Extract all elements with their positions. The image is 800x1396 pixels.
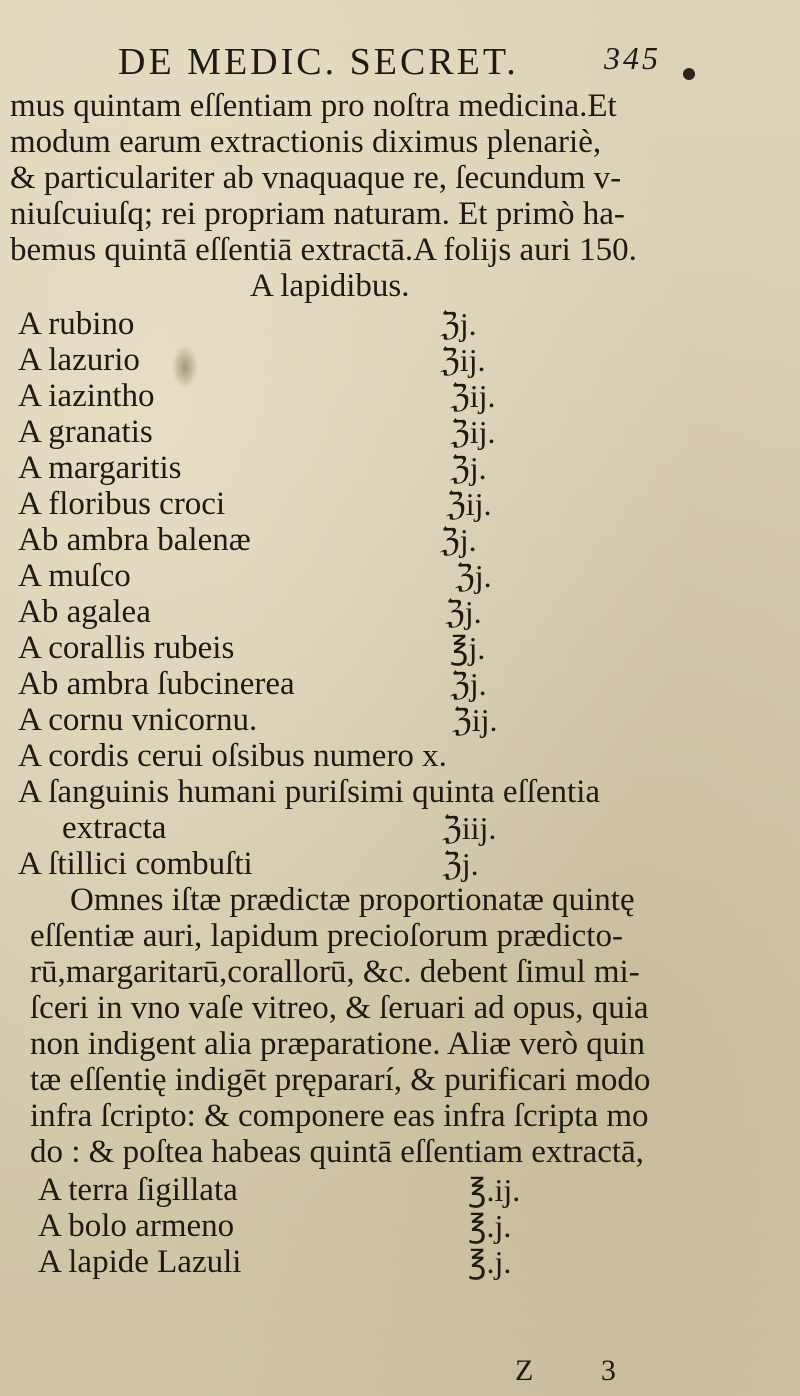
page-number: 345 xyxy=(604,40,661,76)
ingredient-name: A granatis xyxy=(18,414,153,450)
ingredient-quantity: ℨj. xyxy=(450,666,487,702)
text-line: do : & poſtea habeas quintā eſſentiam extractā, xyxy=(30,1134,644,1170)
ingredient-quantity: ℨij. xyxy=(450,378,496,414)
ingredient-quantity: ℥.j. xyxy=(468,1208,512,1244)
ingredient-name: A lapide Lazuli xyxy=(38,1244,242,1280)
text-line: Omnes iſtæ prædictæ proportionatæ quintę xyxy=(70,882,635,918)
text-line: modum earum extractionis diximus plenariè, xyxy=(10,124,602,160)
ingredient-quantity: ℨj. xyxy=(455,558,492,594)
ingredient-name: A corallis rubeis xyxy=(18,630,235,666)
ingredient-name: A floribus croci xyxy=(18,486,226,522)
text-line: mus quintam eſſentiam pro noſtra medicina.Et xyxy=(10,88,617,124)
ingredient-name: A ſtillici combuſti xyxy=(18,846,253,882)
ingredient-name: Ab agalea xyxy=(18,594,151,630)
text-line: ſceri in vno vaſe vitreo, & ſeruari ad opus, quia xyxy=(30,990,649,1026)
ingredient-name-continued: extracta xyxy=(62,810,167,846)
text-line: tæ eſſentię indigēt prępararí, & purificari modo xyxy=(30,1062,651,1098)
ingredient-quantity: ℨj. xyxy=(442,846,479,882)
ingredient-quantity: ℥.ij. xyxy=(468,1172,521,1208)
ingredient-quantity: ℨj. xyxy=(450,450,487,486)
ingredient-name: A bolo armeno xyxy=(38,1208,235,1244)
ingredient-quantity: ℨij. xyxy=(452,702,498,738)
ingredient-name: A margaritis xyxy=(18,450,182,486)
ingredient-quantity: ℨij. xyxy=(440,342,486,378)
ingredient-quantity: ℨj. xyxy=(440,306,477,342)
ingredient-name: A cordis cerui oſsibus numero x. xyxy=(18,738,447,774)
text-line: & particulariter ab vnaquaque re, ſecundum v- xyxy=(10,160,622,196)
text-line: bemus quintā eſſentiā extractā.A folijs auri 150. xyxy=(10,232,637,268)
ingredient-name: Ab ambra balenæ xyxy=(18,522,251,558)
ingredient-name: A lazurio xyxy=(18,342,140,378)
text-line: infra ſcripto: & componere eas infra ſcripta mo xyxy=(30,1098,649,1134)
ink-stain xyxy=(172,345,198,389)
ingredient-name: A terra ſigillata xyxy=(38,1172,238,1208)
ingredient-quantity: ℨiij. xyxy=(442,810,497,846)
ingredient-quantity: ℨj. xyxy=(445,594,482,630)
signature-mark: Z 3 xyxy=(515,1354,646,1387)
ingredient-name: Ab ambra ſubcinerea xyxy=(18,666,295,702)
text-line: niuſcuiuſq; rei propriam naturam. Et primò ha- xyxy=(10,196,625,232)
ingredient-quantity: ℨj. xyxy=(440,522,477,558)
text-line: non indigent alia præparatione. Aliæ verò quin xyxy=(30,1026,645,1062)
ingredient-quantity: ℨij. xyxy=(446,486,492,522)
ingredient-name: A cornu vnicornu. xyxy=(18,702,258,738)
ingredient-quantity: ℥j. xyxy=(450,630,486,666)
ingredient-quantity: ℥.j. xyxy=(468,1244,512,1280)
ingredient-name: A rubino xyxy=(18,306,135,342)
ingredient-quantity: ℨij. xyxy=(450,414,496,450)
text-line: eſſentiæ auri, lapidum precioſorum prædicto- xyxy=(30,918,623,954)
ingredient-name: A muſco xyxy=(18,558,131,594)
ingredient-name: A ſanguinis humani puriſsimi quinta eſſentia xyxy=(18,774,601,810)
running-title: DE MEDIC. SECRET. xyxy=(118,41,519,83)
text-line: rū,margaritarū,corallorū, &c. debent ſimul mi- xyxy=(30,954,640,990)
ingredient-name: A iazintho xyxy=(18,378,155,414)
ink-dot-mark xyxy=(683,68,695,80)
section-subheading: A lapidibus. xyxy=(250,268,410,304)
running-header xyxy=(118,40,718,90)
